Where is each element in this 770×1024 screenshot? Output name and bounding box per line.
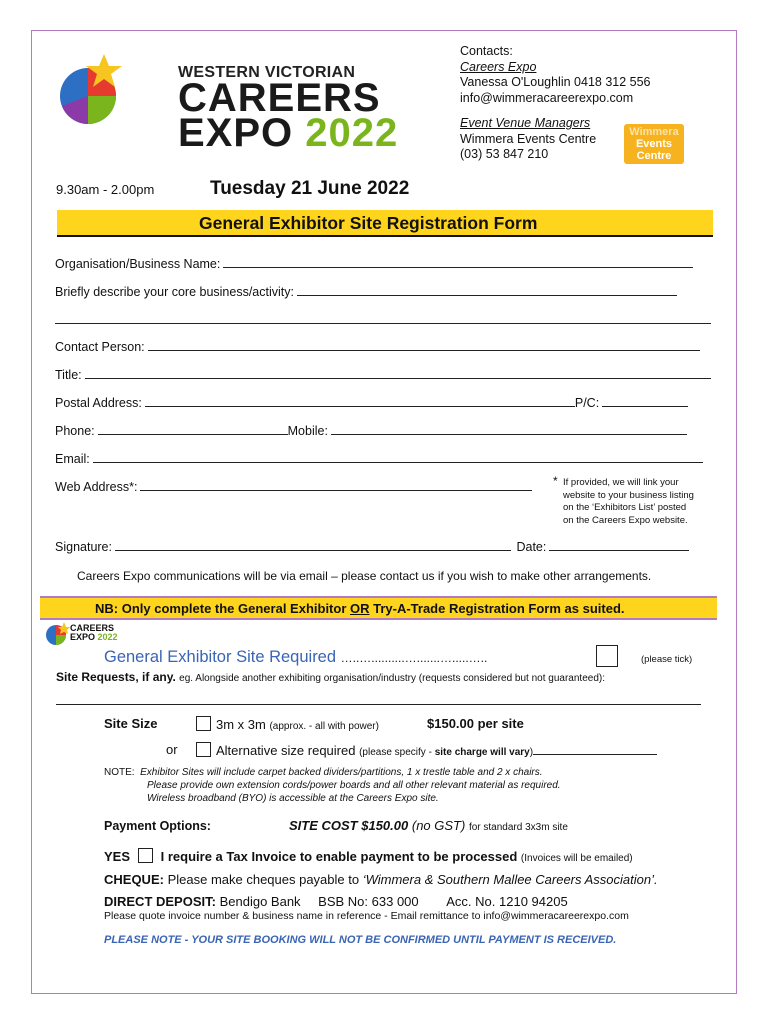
- payment-options-label: Payment Options:: [104, 819, 211, 833]
- nb-part2: Try-A-Trade Registration Form as suited.: [369, 601, 625, 616]
- form-title: General Exhibitor Site Registration Form: [199, 213, 538, 233]
- contacts-heading: Contacts:: [460, 44, 513, 58]
- site-size-option-alternative[interactable]: [196, 742, 657, 758]
- contact-person-field[interactable]: [55, 340, 700, 354]
- venue-logo-line1: Wimmera: [629, 126, 679, 138]
- web-address-field[interactable]: [55, 480, 532, 494]
- site-cost: SITE COST $150.00: [289, 818, 409, 833]
- cheque-text: Please make cheques payable to: [167, 872, 363, 887]
- site-cost-standard: for standard 3x3m site: [468, 822, 568, 833]
- phone-field[interactable]: [55, 424, 687, 438]
- date-label: Date:: [516, 540, 547, 554]
- logo-careers: CAREERS: [178, 76, 381, 120]
- site-required-dots: …..…..........….......….....…..: [340, 651, 488, 665]
- opt2-detail-text: (please specify -: [359, 747, 435, 758]
- describe-label: Briefly describe your core business/activity:: [55, 285, 294, 299]
- venue-logo-line2: Events: [635, 138, 673, 150]
- cheque-payee: ‘Wimmera & Southern Mallee Careers Association’.: [362, 872, 658, 887]
- venue-logo-line3: Centre: [636, 150, 672, 162]
- nb-or: OR: [350, 601, 370, 616]
- site-required-label: General Exhibitor Site Required: [104, 648, 337, 666]
- web-note-line: If provided, we will link your: [563, 477, 679, 488]
- site-cost-gst: (no GST): [411, 818, 466, 833]
- web-note-line: on the ‘Exhibitors List’ posted: [563, 502, 687, 513]
- describe-field-line2[interactable]: [55, 313, 711, 327]
- web-label: Web Address*:: [55, 480, 138, 494]
- please-tick-label: (please tick): [641, 654, 693, 665]
- opt1-detail: (approx. - all with power): [269, 721, 379, 732]
- invoice-note: (Invoices will be emailed): [520, 853, 633, 864]
- web-note-line: on the Careers Expo website.: [563, 514, 688, 526]
- mobile-label: Mobile:: [287, 424, 328, 438]
- venue-phone: (03) 53 847 210: [460, 147, 549, 161]
- signature-field[interactable]: [55, 540, 689, 554]
- title-field[interactable]: [55, 368, 711, 382]
- pc-label: P/C:: [574, 396, 600, 410]
- note-line: Please provide own extension cords/power boards and all other relevant material as required.: [147, 780, 561, 791]
- yes-label: YES: [104, 849, 131, 864]
- org-label: Organisation/Business Name:: [55, 257, 221, 271]
- opt1-main: 3m x 3m: [216, 717, 266, 732]
- opt1-price: $150.00 per site: [427, 716, 524, 731]
- logo-subtitle: WESTERN VICTORIAN: [178, 64, 356, 81]
- web-note: [563, 477, 723, 527]
- wimmera-events-centre-logo: [624, 124, 684, 164]
- dd-bank: Bendigo Bank: [219, 894, 301, 909]
- describe-field[interactable]: [55, 285, 677, 299]
- contacts-block: [460, 44, 651, 163]
- site-required-checkbox[interactable]: [596, 645, 618, 667]
- email-label: Email:: [55, 452, 90, 466]
- event-date: Tuesday 21 June 2022: [210, 178, 410, 199]
- phone-label: Phone:: [55, 424, 95, 438]
- site-required-heading: [104, 648, 487, 667]
- cheque-label: CHEQUE:: [104, 872, 164, 887]
- signature-label: Signature:: [55, 540, 112, 554]
- email-field[interactable]: [55, 452, 703, 466]
- note-block: [104, 766, 561, 805]
- site-requests-line: [56, 670, 605, 684]
- note-line: Wireless broadband (BYO) is accessible at the Careers Expo site.: [147, 793, 439, 804]
- event-time: 9.30am - 2.00pm: [56, 182, 155, 197]
- logo-year: 2022: [305, 111, 399, 155]
- careers-expo-puzzle-logo: [58, 52, 128, 132]
- small-logo-text: [70, 624, 118, 642]
- venue-name: Wimmera Events Centre: [460, 131, 597, 146]
- org-field[interactable]: [55, 257, 693, 271]
- reference-note: Please quote invoice number & business name in reference - Email remittance to info@wimmeracareerexpo.com: [104, 910, 629, 922]
- web-note-line: website to your business listing: [563, 489, 694, 501]
- tax-invoice-line[interactable]: [104, 848, 633, 864]
- site-size-alternative-checkbox[interactable]: [196, 742, 211, 757]
- logo-expo: [178, 111, 399, 155]
- web-note-asterisk: *: [553, 474, 558, 488]
- expo-contact-person: Vanessa O'Loughlin 0418 312 556: [460, 75, 651, 89]
- cheque-line: [104, 872, 658, 887]
- opt2-end: ): [529, 747, 534, 758]
- site-size-or: or: [166, 742, 178, 757]
- site-requests-hint: eg. Alongside another exhibiting organisation/industry (requests considered but not guaranteed):: [179, 673, 605, 684]
- postal-label: Postal Address:: [55, 396, 142, 410]
- careers-expo-label: Careers Expo: [460, 59, 537, 74]
- site-size-3x3-checkbox[interactable]: [196, 716, 211, 731]
- logo-expo-word: EXPO: [178, 111, 294, 155]
- dd-bsb: BSB No: 633 000: [318, 894, 419, 909]
- opt2-bold: site charge will vary: [434, 747, 530, 758]
- site-size-label: Site Size: [104, 716, 158, 731]
- small-puzzle-logo: [44, 621, 70, 647]
- note-prefix: NOTE:: [104, 767, 135, 778]
- small-logo-line2: EXPO: [70, 632, 96, 642]
- small-logo-line1: CAREERS: [70, 623, 115, 633]
- nb-text: [95, 601, 625, 616]
- dd-label: DIRECT DEPOSIT:: [104, 894, 216, 909]
- direct-deposit-line: [104, 894, 568, 909]
- opt2-main: Alternative size required: [216, 743, 356, 758]
- opt2-detail: [359, 747, 533, 758]
- site-cost-line: [289, 818, 568, 833]
- contact-person-label: Contact Person:: [55, 340, 145, 354]
- nb-part1: NB: Only complete the General Exhibitor: [95, 601, 350, 616]
- communications-note: Careers Expo communications will be via email – please contact us if you wish to make other arrangements.: [77, 569, 652, 583]
- tax-invoice-text: I require a Tax Invoice to enable payment to be processed: [160, 849, 518, 864]
- note-line: Exhibitor Sites will include carpet backed dividers/partitions, 1 x trestle table and 2 x chairs.: [140, 767, 543, 778]
- site-requests-label: Site Requests, if any.: [56, 670, 176, 684]
- postal-address-field[interactable]: [55, 396, 688, 410]
- small-logo-year: 2022: [97, 632, 118, 642]
- title-label: Title:: [55, 368, 82, 382]
- please-note-warning: PLEASE NOTE - YOUR SITE BOOKING WILL NOT BE CONFIRMED UNTIL PAYMENT IS RECEIVED.: [104, 934, 617, 946]
- tax-invoice-checkbox[interactable]: [138, 848, 153, 863]
- dd-acc: Acc. No. 1210 94205: [446, 894, 568, 909]
- site-size-option-3x3[interactable]: [196, 716, 379, 732]
- site-requests-input-line[interactable]: [56, 704, 701, 705]
- venue-label: Event Venue Managers: [460, 116, 591, 130]
- expo-email[interactable]: info@wimmeracareerexpo.com: [460, 90, 634, 105]
